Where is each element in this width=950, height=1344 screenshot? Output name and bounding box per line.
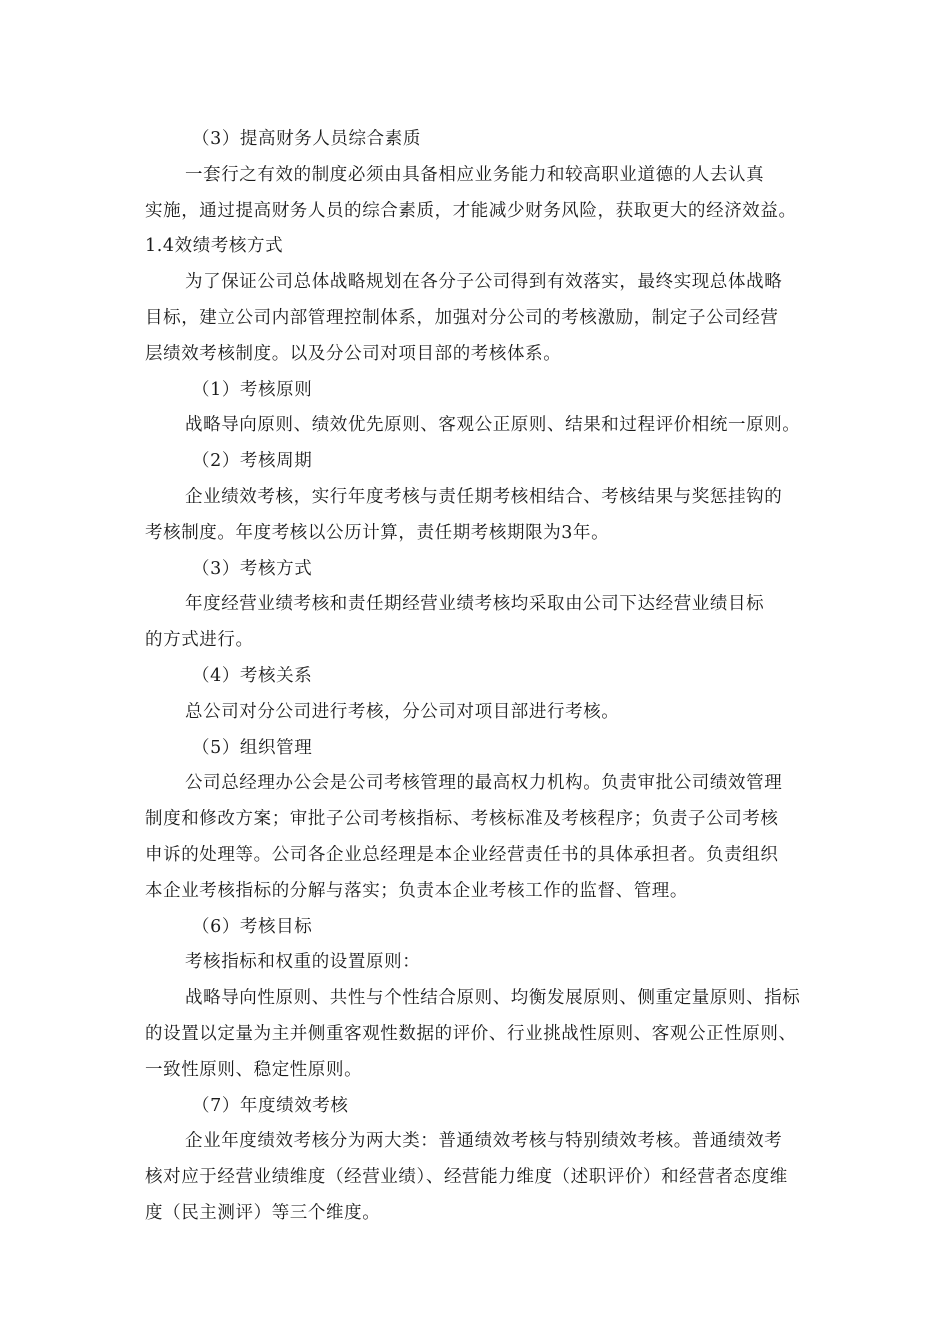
subheading-improve-staff-quality: （3）提高财务人员综合素质 [192,129,421,149]
paragraph-line: 为了保证公司总体战略规划在各分子公司得到有效落实，最终实现总体战略 [185,272,783,293]
paragraph-line: 年度经营业绩考核和责任期经营业绩考核均采取由公司下达经营业绩目标 [185,594,765,615]
paragraph-line: 申诉的处理等。公司各企业总经理是本企业经营责任书的具体承担者。负责组织 [145,844,779,865]
subheading-relationship: （4）考核关系 [192,665,313,686]
paragraph-line: 层绩效考核制度。以及分公司对项目部的考核体系。 [145,343,562,364]
paragraph-line: 战略导向原则、绩效优先原则、客观公正原则、结果和过程评价相统一原则。 [185,415,801,436]
paragraph-line: 核对应于经营业绩维度（经营业绩）、经营能力维度（述职评价）和经营者态度维 [145,1167,788,1188]
subheading-period: （2）考核周期 [192,451,313,472]
paragraph-line: 度（民主测评）等三个维度。 [145,1202,381,1223]
paragraph-line: 一套行之有效的制度必须由具备相应业务能力和较高职业道德的人去认真 [185,164,765,185]
paragraph-line: 本企业考核指标的分解与落实；负责本企业考核工作的监督、管理。 [145,880,688,901]
paragraph-line: 公司总经理办公会是公司考核管理的最高权力机构。负责审批公司绩效管理 [185,773,783,794]
document-body [145,122,817,1232]
subheading-method: （3）考核方式 [192,558,313,579]
section-heading-performance-assessment: 1.4效绩考核方式 [145,236,284,257]
paragraph-line: 实施，通过提高财务人员的综合素质，才能减少财务风险，获取更大的经济效益。 [145,200,797,221]
paragraph-line: 的设置以定量为主并侧重客观性数据的评价、行业挑战性原则、客观公正性原则、 [145,1023,797,1044]
paragraph-line: 企业绩效考核，实行年度考核与责任期考核相结合、考核结果与奖惩挂钩的 [185,486,783,507]
paragraph-line: 企业年度绩效考核分为两大类：普通绩效考核与特别绩效考核。普通绩效考 [185,1131,783,1152]
subheading-organization: （5）组织管理 [192,737,313,758]
paragraph-line: 考核指标和权重的设置原则： [185,952,421,973]
subheading-targets: （6）考核目标 [192,916,313,937]
paragraph-line: 一致性原则、稳定性原则。 [145,1059,363,1080]
paragraph-line: 制度和修改方案；审批子公司考核指标、考核标准及考核程序；负责子公司考核 [145,809,779,830]
paragraph-line: 目标，建立公司内部管理控制体系，加强对分公司的考核激励，制定子公司经营 [145,307,779,328]
paragraph-line: 的方式进行。 [145,630,254,651]
paragraph-line: 总公司对分公司进行考核，分公司对项目部进行考核。 [185,701,620,722]
subheading-principles: （1）考核原则 [192,379,313,400]
subheading-annual-assessment: （7）年度绩效考核 [192,1095,349,1116]
paragraph-line: 考核制度。年度考核以公历计算，责任期考核期限为3年。 [145,522,610,543]
paragraph-line: 战略导向性原则、共性与个性结合原则、均衡发展原则、侧重定量原则、指标 [185,988,801,1009]
